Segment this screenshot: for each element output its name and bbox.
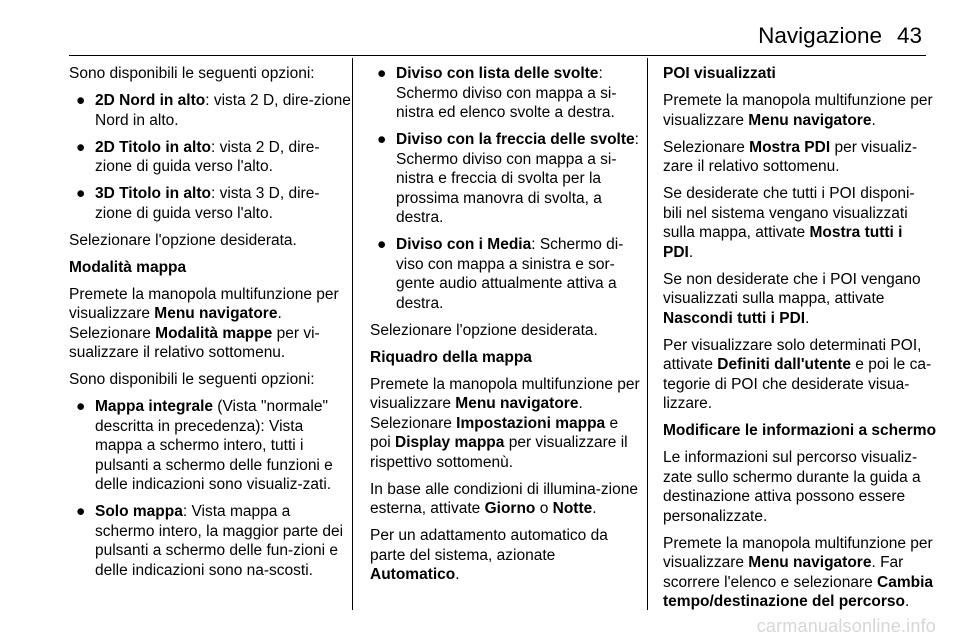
- paragraph: [370, 375, 640, 473]
- list-item: [69, 502, 354, 580]
- menu-label: Menu navigatore: [748, 111, 872, 129]
- day-label: Giorno: [484, 500, 536, 517]
- show-all-label: Mostra tutti i PDI: [663, 224, 903, 261]
- column-1: [69, 64, 354, 588]
- paragraph: [663, 184, 933, 262]
- option-text: : Vista mappa a schermo intero, la maggior parte dei pulsanti a schermo delle fun-zioni e delle indicazioni sono na-scosti.: [95, 503, 344, 579]
- punctuation: .: [578, 395, 583, 412]
- bullet-icon: ●: [76, 138, 86, 156]
- bullet-icon: ●: [377, 65, 387, 82]
- change-route-label: Cambia tempo/destinazione del percorso: [663, 573, 934, 610]
- option-text: : vista 2 D, dire-zione Nord in alto.: [95, 92, 351, 129]
- option-term: 2D Nord in alto: [95, 92, 206, 109]
- list-item: [370, 64, 640, 123]
- paragraph: [663, 270, 941, 329]
- punctuation: .: [871, 111, 876, 129]
- intro-text: Sono disponibili le seguenti opzioni:: [69, 65, 315, 82]
- bullet-icon: ●: [377, 131, 387, 148]
- punctuation: .: [277, 305, 282, 322]
- paragraph-text: e poi le ca-tegorie di POI che desiderate visua-lizzare.: [663, 356, 932, 412]
- punctuation: .: [905, 593, 910, 610]
- bullet-icon: ●: [76, 398, 86, 415]
- punctuation: .: [455, 566, 460, 583]
- view-options-list: [69, 91, 354, 223]
- paragraph-text: Premete la manopola multifunzione per visualizzare: [370, 375, 640, 412]
- auto-label: Automatico: [370, 566, 456, 583]
- option-text: : Schermo diviso con mappa a si-nistra ed elenco svolte a destra.: [396, 65, 617, 121]
- menu-label: Menu navigatore: [455, 395, 579, 412]
- punctuation: .: [805, 309, 810, 327]
- option-text: (Vista "normale" descritta in precedenza): Vista mappa a schermo intero, tutti i pulsanti a schermo delle funzioni e delle indicazioni sono visualiz-zati.: [95, 398, 333, 493]
- list-item: [370, 235, 640, 313]
- paragraph: Le informazioni sul percorso visualiz-zate sullo schermo durante la guida a destinazione attiva possono essere personalizzate.: [663, 449, 921, 525]
- section-heading: Modalità mappa: [69, 258, 187, 276]
- select-instruction: Selezionare l'opzione desiderata.: [370, 321, 598, 339]
- split-mode-list: [370, 64, 640, 313]
- paragraph-text: Selezionare: [663, 138, 750, 156]
- mode-label: Modalità mappe: [155, 324, 273, 342]
- intro-text: Sono disponibili le seguenti opzioni:: [69, 371, 315, 388]
- section-heading: Modificare le informazioni a schermo: [663, 422, 937, 439]
- menu-label: Menu navigatore: [748, 554, 872, 571]
- paragraph-text: Per visualizzare solo determinati POI, attivate: [663, 336, 922, 373]
- paragraph: [663, 138, 933, 177]
- paragraph: [663, 336, 941, 414]
- option-term: Diviso con i Media: [396, 236, 532, 253]
- page-title: Navigazione: [758, 23, 882, 48]
- list-item: [69, 397, 354, 495]
- paragraph-text: per visualiz-zare il relativo sottomenu.: [663, 138, 918, 175]
- watermark: carmanualsonline.info: [756, 616, 936, 636]
- hide-all-label: Nascondi tutti i PDI: [663, 309, 806, 327]
- settings-label: Impostazioni mappa: [456, 414, 606, 432]
- paragraph-text: Selezionare: [370, 414, 457, 432]
- list-item: [69, 184, 354, 223]
- paragraph: [663, 91, 933, 130]
- page-header: [0, 0, 960, 58]
- column-3: [663, 64, 937, 619]
- option-term: 3D Titolo in alto: [95, 185, 211, 202]
- select-instruction: Selezionare l'opzione desiderata.: [69, 231, 297, 249]
- paragraph-text: Premete la manopola multifunzione per visualizzare: [663, 92, 933, 129]
- paragraph-text: e poi: [370, 414, 619, 451]
- section-heading: Riquadro della mappa: [370, 348, 532, 366]
- page-number: 43: [896, 23, 922, 48]
- paragraph-text: Premete la manopola multifunzione per visualizzare: [663, 534, 933, 571]
- bullet-icon: ●: [76, 503, 86, 520]
- option-term: Diviso con la freccia delle svolte: [396, 131, 635, 148]
- section-heading: POI visualizzati: [663, 65, 776, 82]
- option-text: : Schermo diviso con mappa a si-nistra e freccia di svolta per la prossima manovra di svolta, a destra.: [396, 131, 639, 226]
- paragraph-text: In base alle condizioni di illumina-zione esterna, attivate: [370, 480, 638, 517]
- header-rule: [69, 55, 926, 56]
- punctuation: .: [688, 243, 694, 261]
- paragraph-text: Premete la manopola multifunzione per visualizzare: [69, 285, 339, 322]
- paragraph-text: Selezionare: [69, 324, 156, 342]
- punctuation: .: [592, 500, 597, 517]
- map-mode-list: [69, 397, 354, 580]
- paragraph-text: per vi-sualizzare il relativo sottomenu.: [69, 324, 320, 361]
- paragraph-text: o: [535, 500, 553, 517]
- show-poi-label: Mostra PDI: [749, 138, 831, 156]
- paragraph-text: . Far scorrere l'elenco e selezionare: [663, 554, 904, 591]
- list-item: [370, 130, 640, 228]
- paragraph: [370, 526, 640, 585]
- user-defined-label: Definiti dall'utente: [717, 356, 851, 373]
- bullet-icon: ●: [76, 185, 86, 202]
- paragraph-text: per visualizzare il rispettivo sottomenù.: [370, 434, 628, 471]
- column-2: [370, 64, 640, 592]
- display-label: Display mappa: [395, 434, 505, 451]
- menu-label: Menu navigatore: [154, 305, 278, 322]
- option-text: : Schermo di-viso con mappa a sinistra e sor-gente audio attualmente attiva a destra.: [396, 236, 624, 312]
- paragraph: [663, 534, 941, 612]
- list-item: [69, 138, 354, 177]
- paragraph: [69, 285, 354, 363]
- column-divider: [647, 58, 648, 610]
- option-term: Solo mappa: [95, 503, 183, 520]
- option-term: Mappa integrale: [95, 398, 213, 415]
- option-text: : vista 2 D, dire-zione di guida verso l'alto.: [95, 138, 320, 175]
- list-item: [69, 91, 354, 130]
- bullet-icon: ●: [377, 236, 387, 253]
- bullet-icon: ●: [76, 92, 86, 109]
- option-term: Diviso con lista delle svolte: [396, 65, 599, 82]
- option-term: 2D Titolo in alto: [95, 138, 211, 156]
- paragraph-text: Per un adattamento automatico da parte del sistema, azionate: [370, 527, 608, 564]
- night-label: Notte: [552, 500, 593, 517]
- paragraph-text: Se non desiderate che i POI vengano visualizzati sulla mappa, attivate: [663, 270, 921, 307]
- paragraph: [370, 480, 640, 519]
- paragraph-text: Se desiderate che tutti i POI disponi-bili nel sistema vengano visualizzati sulla mappa, attivate: [663, 185, 915, 241]
- option-text: : vista 3 D, dire-zione di guida verso l'alto.: [95, 185, 320, 222]
